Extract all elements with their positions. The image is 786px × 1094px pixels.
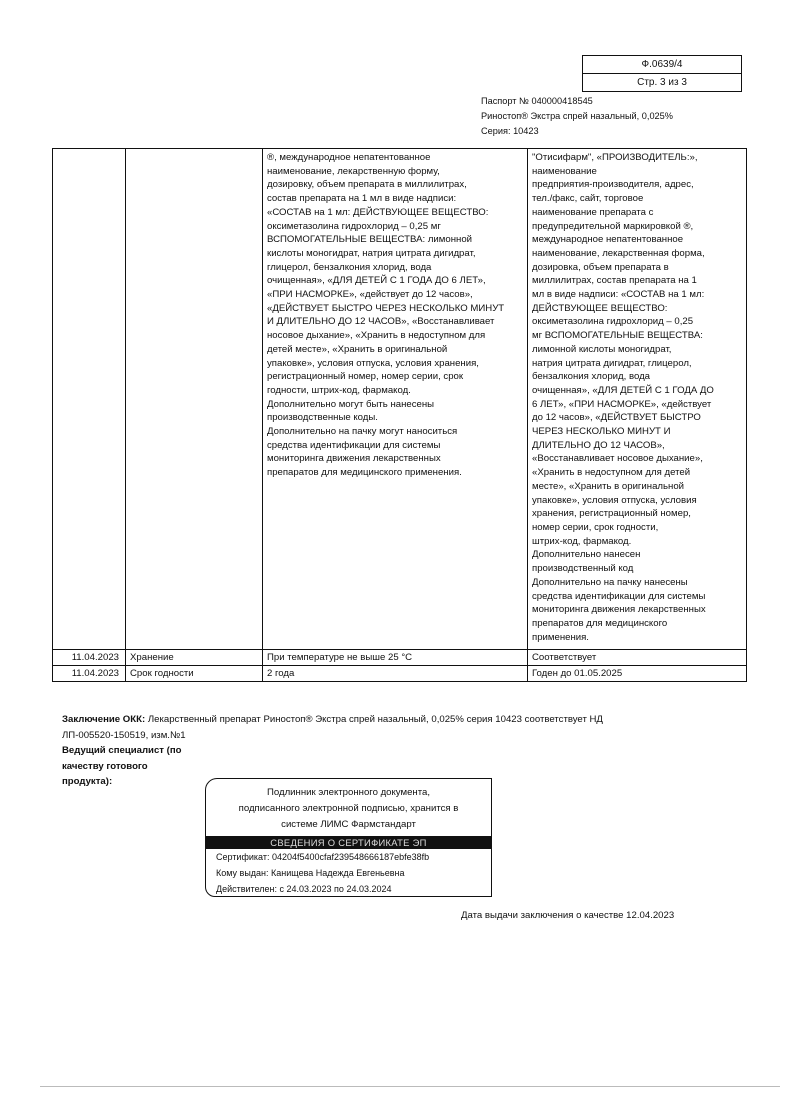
text-line: месте», «Хранить в оригинальной bbox=[532, 480, 685, 492]
text-line: номер серии, срок годности, bbox=[532, 521, 659, 533]
text-line: И ДЛИТЕЛЬНО ДО 12 ЧАСОВ», «Восстанавливает bbox=[267, 316, 495, 328]
text-line: «ПРИ НАСМОРКЕ», «действует до 12 часов», bbox=[267, 289, 473, 301]
text-line: средства идентификации для системы bbox=[532, 590, 706, 602]
text-line: Дополнительно могут быть нанесены bbox=[267, 398, 435, 410]
text-line: миллилитрах, состав препарата на 1 bbox=[532, 275, 697, 287]
text-line: дозировка, объем препарата в bbox=[532, 261, 669, 273]
text-line: оксиметазолина гидрохлорид – 0,25 мг bbox=[267, 220, 441, 232]
stamp-header: СВЕДЕНИЯ О СЕРТИФИКАТЕ ЭП bbox=[206, 836, 491, 849]
text-line: ДЕЙСТВУЮЩЕЕ ВЕЩЕСТВО: bbox=[532, 302, 668, 314]
text-line: лимонной кислоты моногидрат, bbox=[532, 343, 672, 355]
text-line: препаратов для медицинского применения. bbox=[267, 467, 462, 479]
text-line: очищенная», «ДЛЯ ДЕТЕЙ С 1 ГОДА ДО 6 ЛЕТ», bbox=[267, 275, 486, 287]
certificate-number: Сертификат: 04204f5400cfaf239548666187ebfe38fb bbox=[216, 852, 430, 862]
text-line: кислоты моногидрат, натрия цитрата дигидрат, bbox=[267, 247, 476, 259]
text-line: упаковке», условия отпуска, условия bbox=[532, 494, 697, 506]
text-line: глицерол, бензалкония хлорид, вода bbox=[267, 261, 432, 273]
text-line: «ДЕЙСТВУЕТ БЫСТРО ЧЕРЕЗ НЕСКОЛЬКО МИНУТ bbox=[267, 302, 505, 314]
text-line: мониторинга движения лекарственных bbox=[267, 453, 441, 465]
text-line: предприятия-производителя, адрес, bbox=[532, 179, 694, 191]
text-line: наименование, лекарственная форма, bbox=[532, 247, 705, 259]
text-line: штрих-код, фармакод. bbox=[532, 535, 632, 547]
issue-date: Дата выдачи заключения о качестве 12.04.2023 bbox=[461, 910, 675, 921]
text-line: наименование, лекарственную форму, bbox=[267, 165, 440, 177]
text-line: состав препарата на 1 мл в виде надписи: bbox=[267, 193, 457, 205]
stamp-text: Подлинник электронного документа, bbox=[266, 787, 431, 798]
text-line: мл в виде надписи: «СОСТАВ на 1 мл: bbox=[532, 289, 705, 301]
text-line: мониторинга движения лекарственных bbox=[532, 604, 706, 616]
table-row bbox=[53, 149, 747, 650]
text-line: средства идентификации для системы bbox=[267, 439, 441, 451]
text-line: ЧЕРЕЗ НЕСКОЛЬКО МИНУТ И bbox=[532, 426, 671, 438]
text-line: предупредительной маркировкой ®, bbox=[532, 220, 694, 232]
result-cell: Соответствует bbox=[528, 650, 747, 666]
table-row bbox=[53, 666, 747, 682]
text-line: хранения, регистрационный номер, bbox=[532, 508, 691, 520]
text-line: Дополнительно нанесен bbox=[532, 549, 641, 561]
requirement-cell: При температуре не выше 25 °С bbox=[263, 650, 528, 666]
requirement-cell: 2 года bbox=[263, 666, 528, 682]
text-line: до 12 часов», «ДЕЙСТВУЕТ БЫСТРО bbox=[532, 412, 701, 424]
form-code-box bbox=[582, 55, 742, 92]
text-line: ®, международное непатентованное bbox=[267, 152, 431, 163]
page-number: Стр. 3 из 3 bbox=[637, 77, 687, 88]
text-line: «СОСТАВ на 1 мл: ДЕЙСТВУЮЩЕЕ ВЕЩЕСТВО: bbox=[267, 206, 489, 218]
series: Серия: 10423 bbox=[481, 126, 539, 136]
specialist-label: качеству готового bbox=[62, 760, 148, 772]
table-row bbox=[53, 650, 747, 666]
text-line: регистрационный номер, номер серии, срок bbox=[267, 371, 464, 383]
specialist-label: продукта): bbox=[62, 776, 113, 787]
parameter-cell: Хранение bbox=[126, 650, 263, 666]
conclusion-label: Заключение ОКК: bbox=[62, 714, 146, 725]
date-cell: 11.04.2023 bbox=[53, 666, 126, 682]
table-cell bbox=[53, 149, 126, 650]
table-cell bbox=[126, 149, 263, 650]
result-cell: Годен до 01.05.2025 bbox=[528, 666, 747, 682]
text-line: дозировку, объем препарата в миллилитрах, bbox=[267, 179, 467, 191]
date-cell: 11.04.2023 bbox=[53, 650, 126, 666]
text-line: производственные коды. bbox=[267, 412, 378, 424]
text-line: производственный код bbox=[532, 563, 634, 575]
text-line: очищенная», «ДЛЯ ДЕТЕЙ С 1 ГОДА ДО bbox=[532, 384, 714, 396]
text-line: носовое дыхание», «Хранить в недоступном для bbox=[267, 330, 486, 342]
text-line: международное непатентованное bbox=[532, 234, 684, 246]
specialist-label: Ведущий специалист (по bbox=[62, 745, 182, 756]
text-line: 6 ЛЕТ», «ПРИ НАСМОРКЕ», «действует bbox=[532, 398, 712, 410]
result-text bbox=[528, 149, 747, 650]
text-line: Дополнительно на пачку нанесены bbox=[532, 576, 688, 588]
form-code: Ф.0639/4 bbox=[583, 56, 741, 74]
issued-to: Кому выдан: Канищева Надежда Евгеньевна bbox=[216, 868, 405, 878]
text-line: ДЛИТЕЛЬНО ДО 12 ЧАСОВ», bbox=[532, 439, 665, 451]
validity: Действителен: с 24.03.2023 по 24.03.2024 bbox=[216, 884, 392, 894]
text-line: «Восстанавливает носовое дыхание», bbox=[532, 453, 703, 465]
e-signature-stamp bbox=[205, 778, 492, 897]
requirement-text bbox=[263, 149, 528, 650]
stamp-text: системе ЛИМС Фармстандарт bbox=[281, 819, 416, 830]
text-line: Дополнительно на пачку могут наноситься bbox=[267, 426, 458, 438]
product-name: Риностоп® Экстра спрей назальный, 0,025% bbox=[481, 111, 673, 121]
text-line: детей месте», «Хранить в оригинальной bbox=[267, 343, 448, 355]
text-line: бензалкония хлорид, вода bbox=[532, 371, 651, 383]
passport-number: Паспорт № 040000418545 bbox=[481, 96, 593, 106]
divider bbox=[40, 1086, 780, 1087]
text-line: натрия цитрата дигидрат, глицерол, bbox=[532, 357, 692, 369]
text-line: "Отисифарм", «ПРОИЗВОДИТЕЛЬ:», bbox=[532, 152, 698, 163]
passport-info bbox=[481, 94, 673, 139]
text-line: упаковке», условия отпуска, условия хранения, bbox=[267, 357, 479, 369]
text-line: «Хранить в недоступном для детей bbox=[532, 467, 691, 479]
conclusion-text: Лекарственный препарат Риностоп® Экстра спрей назальный, 0,025% серия 10423 соответствует НД bbox=[145, 714, 603, 725]
conclusion-registration: ЛП-005520-150519, изм.№1 bbox=[62, 729, 186, 741]
results-table bbox=[52, 148, 747, 682]
parameter-cell: Срок годности bbox=[126, 666, 263, 682]
stamp-text: подписанного электронной подписью, хранится в bbox=[238, 803, 459, 814]
text-line: наименование препарата с bbox=[532, 206, 654, 218]
text-line: мг ВСПОМОГАТЕЛЬНЫЕ ВЕЩЕСТВА: bbox=[532, 330, 703, 342]
text-line: наименование bbox=[532, 165, 597, 177]
text-line: годности, штрих-код, фармакод. bbox=[267, 384, 411, 396]
text-line: оксиметазолина гидрохлорид – 0,25 bbox=[532, 316, 694, 328]
text-line: ВСПОМОГАТЕЛЬНЫЕ ВЕЩЕСТВА: лимонной bbox=[267, 234, 473, 246]
text-line: применения. bbox=[532, 631, 589, 643]
text-line: препаратов для медицинского bbox=[532, 617, 668, 629]
text-line: тел./факс, сайт, торговое bbox=[532, 193, 644, 205]
